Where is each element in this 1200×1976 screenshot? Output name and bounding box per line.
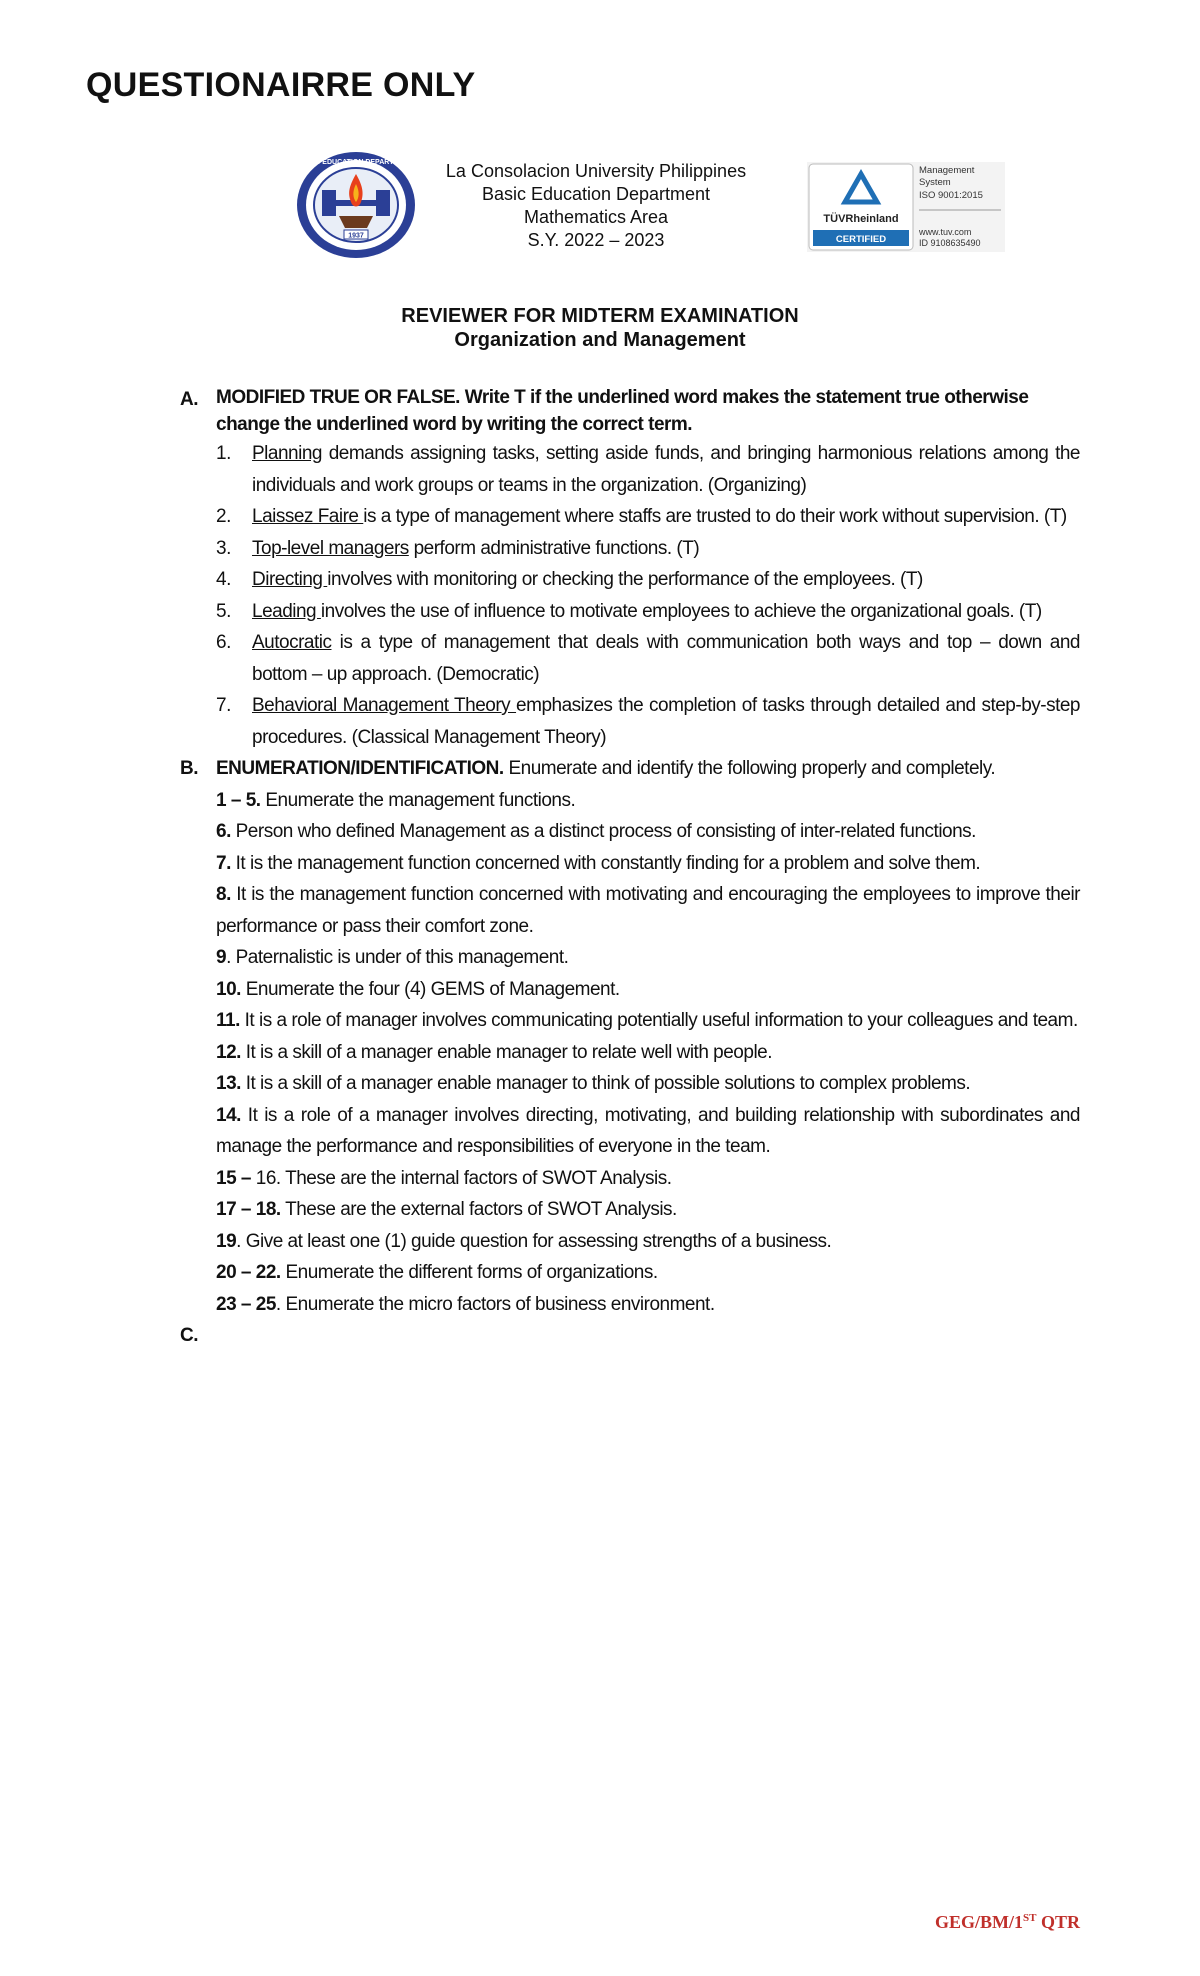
underlined-term: Top-level managers — [252, 537, 409, 559]
underlined-term: Leading — [252, 600, 321, 622]
list-item: 7. It is the management function concerned with constantly finding for a problem and solve them. — [216, 852, 981, 874]
seal-ring-text: BASIC EDUCATION DEPARTMENT — [298, 159, 414, 166]
section-c-letter: C. — [180, 1325, 198, 1346]
list-item: 9. Paternalistic is under of this management. — [216, 947, 569, 968]
section-b — [180, 753, 1080, 1320]
seal-year: 1937 — [348, 232, 364, 240]
section-a-heading: MODIFIED TRUE OR FALSE. Write T if the underlined word makes the statement true otherwise change the underlined word by writing the correct term. — [216, 387, 1029, 435]
list-item: 6. Person who defined Management as a distinct process of consisting of inter-related functions. — [216, 821, 976, 842]
underlined-term: Autocratic — [252, 632, 332, 653]
enumeration-list — [216, 785, 1080, 1321]
school-seal-logo — [295, 150, 417, 260]
section-a — [180, 384, 1080, 753]
section-b-heading: ENUMERATION/IDENTIFICATION. Enumerate and identify the following properly and completely. — [216, 758, 996, 779]
title-line-2: Organization and Management — [454, 329, 746, 351]
school-name: La Consolacion University Philippines — [445, 161, 747, 181]
list-item: 6. Autocratic is a type of management that deals with communication both ways and top – down and bottom – up approach. (Democratic) — [216, 632, 1080, 685]
underlined-term: Planning — [252, 443, 322, 464]
title-line-1: REVIEWER FOR MIDTERM EXAMINATION — [401, 305, 799, 327]
list-item: 8. It is the management function concerned with motivating and encouraging the employees to improve their performance or pass their comfort zone. — [216, 884, 1080, 937]
school-year: S.Y. 2022 – 2023 — [527, 230, 665, 250]
document-title — [0, 304, 1200, 353]
tuv-certification-logo — [807, 162, 1005, 252]
tuv-id: ID 9108635490 — [919, 238, 981, 248]
list-item: 5. Leading involves the use of influence to motivate employees to achieve the organizational goals. (T) — [216, 600, 1042, 622]
list-item: 2. Laissez Faire is a type of management where staffs are trusted to do their work without supervision. (T) — [216, 506, 1067, 527]
list-item: 7. Behavioral Management Theory emphasizes the completion of tasks through detailed and step-by-step procedures. (Classical Management Theory) — [216, 695, 1081, 748]
list-item: 1 – 5. Enumerate the management functions. — [216, 789, 576, 811]
list-item: 23 – 25. Enumerate the micro factors of business environment. — [216, 1293, 715, 1315]
school-info — [419, 160, 773, 252]
list-item: 15 – 16. These are the internal factors of SWOT Analysis. — [216, 1167, 672, 1189]
tuv-iso: ISO 9001:2015 — [919, 190, 983, 201]
tuv-brand: TÜVRheinland — [823, 213, 899, 225]
underlined-term: Behavioral Management Theory — [252, 695, 517, 716]
tuv-system: System — [919, 177, 951, 188]
letterhead — [295, 150, 1015, 260]
section-a-letter: A. — [180, 389, 198, 410]
underlined-term: Directing — [252, 569, 328, 590]
true-false-list — [216, 438, 1080, 753]
area-name: Mathematics Area — [523, 207, 669, 227]
list-item: 1. Planning demands assigning tasks, setting aside funds, and bringing harmonious relations among the individuals and work groups or teams in the organization. (Organizing) — [216, 443, 1080, 496]
section-c — [180, 1320, 1080, 1352]
tuv-mgmt: Management — [919, 165, 975, 176]
underlined-term: Laissez Faire — [252, 506, 364, 527]
list-item: 11. It is a role of manager involves communicating potentially useful information to your colleagues and team. — [216, 1010, 1078, 1031]
banner-title: QUESTIONAIRRE ONLY — [86, 66, 476, 104]
list-item: 12. It is a skill of a manager enable manager to relate well with people. — [216, 1041, 773, 1063]
list-item: 13. It is a skill of a manager enable manager to think of possible solutions to complex problems. — [216, 1073, 971, 1094]
list-item: 20 – 22. Enumerate the different forms of organizations. — [216, 1262, 658, 1283]
list-item: 17 – 18. These are the external factors of SWOT Analysis. — [216, 1199, 677, 1220]
exam-content — [180, 384, 1080, 1352]
tuv-web: www.tuv.com — [919, 227, 972, 237]
section-b-letter: B. — [180, 758, 198, 779]
list-item: 3. Top-level managers perform administrative functions. (T) — [216, 537, 700, 559]
footer-code: GEG/BM/1ST QTR — [935, 1912, 1080, 1932]
department-name: Basic Education Department — [481, 184, 711, 204]
list-item: 19. Give at least one (1) guide question for assessing strengths of a business. — [216, 1230, 832, 1252]
list-item: 14. It is a role of a manager involves directing, motivating, and building relationship with subordinates and manage the performance and responsibilities of everyone in the team. — [216, 1104, 1080, 1157]
list-item: 10. Enumerate the four (4) GEMS of Management. — [216, 978, 620, 1000]
list-item: 4. Directing involves with monitoring or checking the performance of the employees. (T) — [216, 569, 923, 590]
tuv-certified-badge: CERTIFIED — [835, 234, 887, 245]
